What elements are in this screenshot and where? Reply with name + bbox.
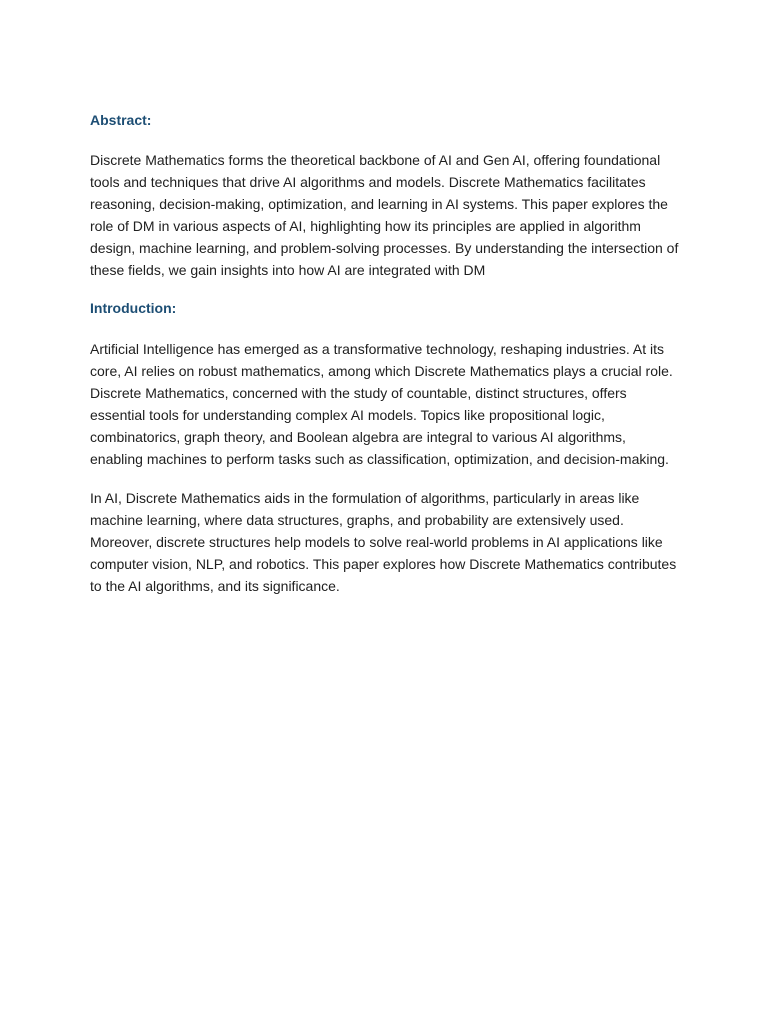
introduction-heading: Introduction: [90, 300, 177, 316]
abstract-heading: Abstract: [90, 112, 152, 128]
document-content [90, 110, 682, 597]
abstract-paragraph: Discrete Mathematics forms the theoretical backbone of AI and Gen AI, offering foundational tools and techniques that drive AI algorithms and models. Discrete Mathematics facilitates reasoning, decision-making, optimization, and learning in AI systems. This paper explores the role of DM in various aspects of AI, highlighting how its principles are applied in algorithm design, machine learning, and problem-solving processes. By understanding the intersection of these fields, we gain insights into how AI are integrated with DM [90, 152, 679, 278]
introduction-paragraph-1: Artificial Intelligence has emerged as a transformative technology, reshaping industries. At its core, AI relies on robust mathematics, among which Discrete Mathematics plays a crucial role. Discrete Mathematics, concerned with the study of countable, distinct structures, offers essential tools for understanding complex AI models. Topics like propositional logic, combinatorics, graph theory, and Boolean algebra are integral to various AI algorithms, enabling machines to perform tasks such as classification, optimization, and decision-making. [90, 341, 673, 467]
introduction-paragraph-2: In AI, Discrete Mathematics aids in the formulation of algorithms, particularly in areas like machine learning, where data structures, graphs, and probability are extensively used. Moreover, discrete structures help models to solve real-world problems in AI applications like computer vision, NLP, and robotics. This paper explores how Discrete Mathematics contributes to the AI algorithms, and its significance. [90, 490, 677, 594]
